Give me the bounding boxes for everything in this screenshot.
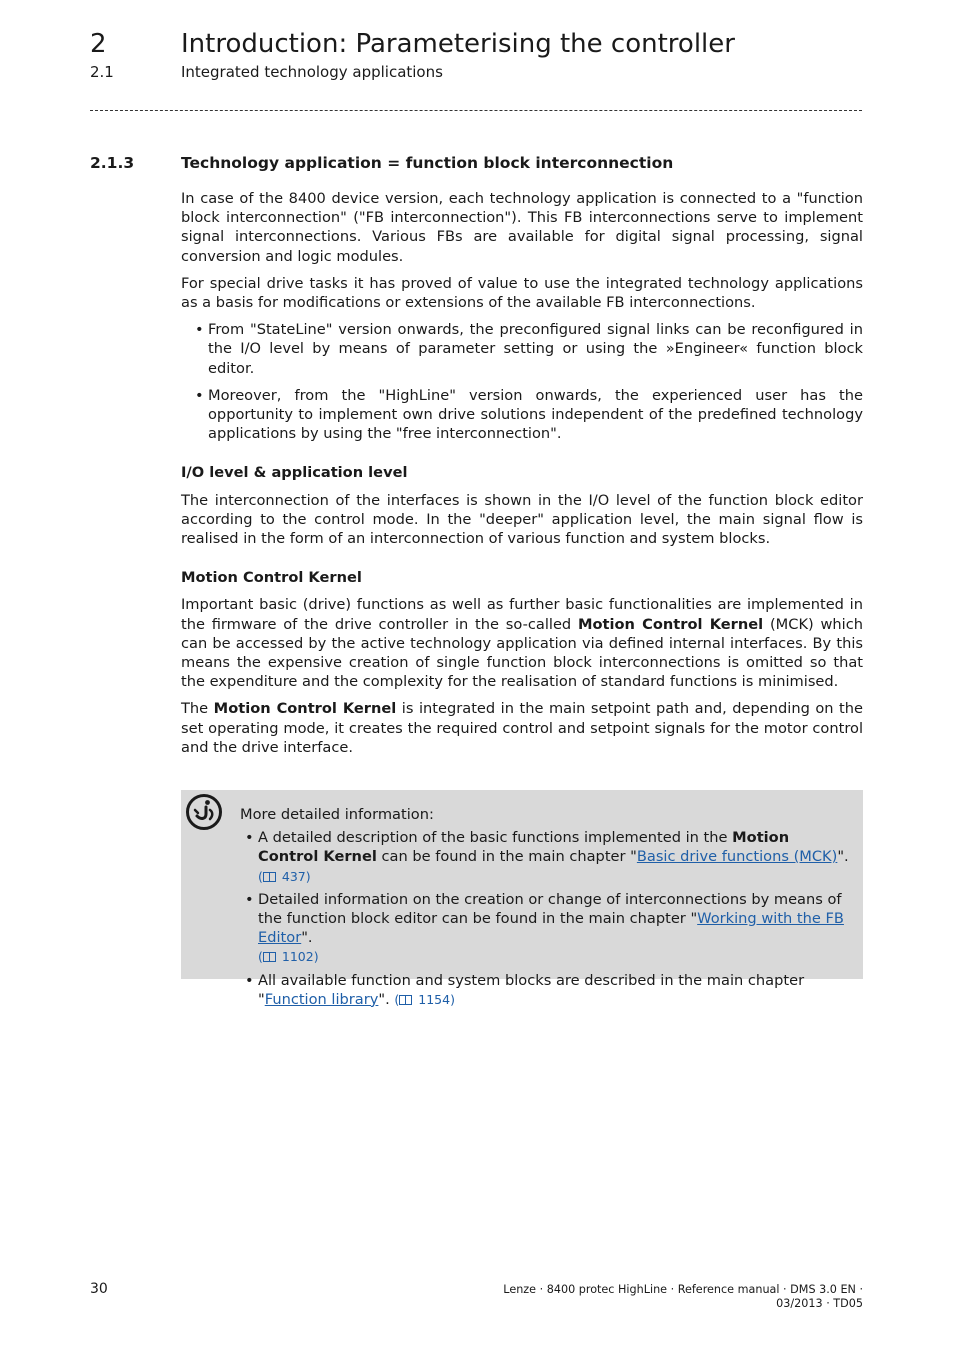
main-content: [181, 189, 863, 765]
note-list-item: [240, 890, 850, 967]
text: ): [305, 868, 311, 884]
footer-text: Lenze · 8400 protec HighLine · Reference manual · DMS 3.0 EN · 03/2013 · TD05: [503, 1283, 863, 1310]
list-item-text: From "StateLine" version onwards, the preconfigured signal links can be reconfigured in the I/O level by means of parameter setting or using the »Engineer« function block editor.: [208, 321, 863, 377]
heading-motion-control-kernel: Motion Control Kernel: [181, 569, 362, 587]
page-reference[interactable]: [394, 992, 455, 1007]
bold-term: Motion Control Kernel: [258, 829, 790, 866]
bold-term: Motion Control Kernel: [577, 615, 764, 633]
bullet-icon: •: [245, 890, 254, 908]
info-hint-icon: [184, 792, 224, 832]
book-icon: [263, 872, 276, 882]
bullet-icon: •: [195, 386, 204, 404]
text: The: [181, 700, 214, 718]
link-basic-drive-functions[interactable]: Basic drive functions (MCK): [636, 848, 838, 866]
text: (: [258, 868, 263, 884]
chapter-number: 2: [90, 29, 107, 59]
bullet-icon: •: [195, 321, 204, 339]
bullet-list: [181, 320, 863, 443]
text: can be found in the main chapter ": [376, 848, 637, 866]
page-reference[interactable]: [258, 869, 311, 884]
text: All available function and system blocks are described in the main chapter ": [258, 971, 805, 1008]
text: A detailed description of the basic functions implemented in the: [258, 829, 733, 847]
bullet-icon: •: [245, 829, 254, 847]
text: ): [450, 991, 455, 1007]
bold-term: Motion Control Kernel: [213, 700, 397, 718]
paragraph-intro: In case of the 8400 device version, each technology application is connected to a "function block interconnection" ("FB interconnection"). This FB interconnections serve to implement signal interconnections. Various FBs are available for digital signal processing, signal conversion and logic modules.: [181, 190, 863, 265]
page-reference[interactable]: [258, 949, 319, 964]
text: is integrated in the main setpoint path and, depending on the set operating mode, it creates the required control and setpoint signals for the motor control and the drive interface.: [181, 700, 863, 756]
page-reference-number: 437: [281, 868, 306, 884]
section-number: 2.1: [90, 63, 114, 81]
subsection-title: Technology application = function block interconnection: [181, 154, 674, 172]
list-item: [181, 386, 863, 444]
text: ".: [378, 990, 395, 1008]
note-list: [240, 828, 850, 1009]
bullet-icon: •: [245, 971, 254, 989]
book-icon: [263, 952, 276, 962]
paragraph-mck-1: [181, 595, 863, 691]
page-reference-number: 1102: [281, 949, 314, 965]
page-reference-number: 1154: [418, 991, 451, 1007]
text: Important basic (drive) functions as well as further basic functionalities are implemented in the firmware of the drive controller in the so-called: [181, 596, 863, 633]
note-list-item: [240, 971, 850, 1009]
book-icon: [399, 995, 412, 1005]
section-title: Integrated technology applications: [181, 63, 443, 81]
paragraph-special-tasks: For special drive tasks it has proved of value to use the integrated technology applications as a basis for modifications or extensions of the available FB interconnections.: [181, 274, 863, 312]
list-item-text: Moreover, from the "HighLine" version onwards, the experienced user has the opportunity to implement own drive solutions independent of the predefined technology applications by using the "free interconnection".: [208, 386, 863, 443]
paragraph-io-level: The interconnection of the interfaces is shown in the I/O level of the function block editor according to the control mode. In the "deeper" application level, the main signal flow is realised in the form of an interconnection of various function and system blocks.: [181, 491, 863, 548]
header-rule: [90, 110, 862, 111]
link-fb-editor[interactable]: Working with the FB Editor: [258, 910, 844, 947]
note-list-item: [240, 828, 850, 886]
text: ): [313, 949, 319, 965]
link-function-library[interactable]: Function library: [264, 990, 379, 1008]
note-intro: More detailed information:: [240, 806, 434, 823]
text: Detailed information on the creation or change of interconnections by means of the function block editor can be found in the main chapter ": [258, 890, 842, 928]
chapter-title: Introduction: Parameterising the controller: [181, 29, 735, 59]
subsection-number: 2.1.3: [90, 154, 135, 172]
text: (: [394, 991, 400, 1007]
text: (MCK) which can be accessed by the active technology application via defined internal interfaces. By this means the expensive creation of single function block interconnections is omitted so that the expenditure and the complexity for the realisation of standard functions is minimised.: [181, 615, 864, 691]
text: ".: [301, 929, 313, 947]
note-content: [240, 805, 850, 1013]
paragraph-mck-2: [181, 699, 863, 757]
list-item: [181, 320, 863, 378]
text: (: [258, 949, 263, 965]
text: ".: [837, 848, 849, 866]
page-number: 30: [90, 1281, 108, 1297]
heading-io-level: I/O level & application level: [181, 464, 408, 482]
